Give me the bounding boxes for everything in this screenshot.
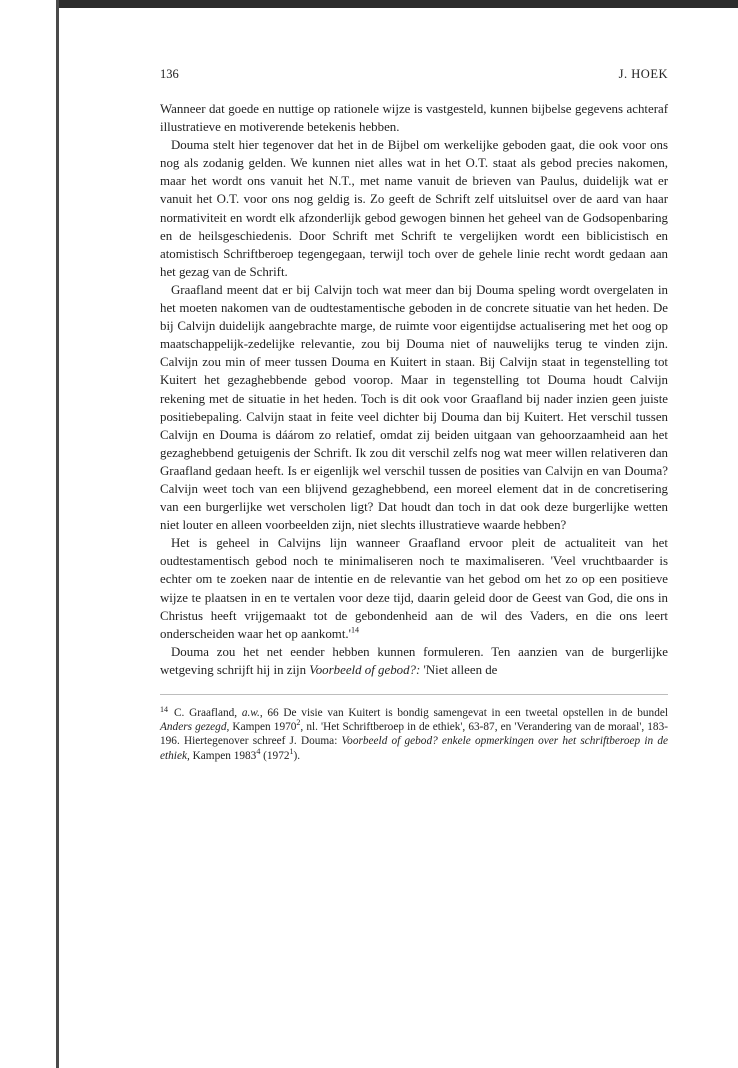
footnote-text: Kampen 1983 — [189, 749, 257, 762]
running-title: J. HOEK — [618, 67, 668, 81]
footnote-edition: 2 — [296, 718, 301, 728]
paragraph-5-text-after: 'Niet alleen de — [420, 662, 498, 677]
paragraph-4-text: Het is geheel in Calvijns lijn wanneer Graafland ervoor pleit de actualiteit van het oudtestamentisch gebod noch te minimaliseren noch te maximaliseren. 'Veel vruchtbaarder is echter om te zoeken naar de intentie en de relevantie van het gebod om het zo op een positieve wijze te plaatsen in en te vertalen voor deze tijd, daarin geleid door de Geest van God, die ons in Christus heeft vrijgemaakt tot de gebondenheid aan de wil des Vaders, en die ons leert onderscheiden waar het op aankomt.' — [160, 536, 668, 641]
paragraph-5 — [160, 643, 668, 679]
footnote-edition: 4 — [256, 746, 261, 756]
paragraph-4 — [160, 534, 668, 643]
paragraph-2: Douma stelt hier tegenover dat het in de Bijbel om werkelijke geboden gaat, die ook voor ons nog als zodanig gelden. We kunnen niet alles wat in het O.T. staat als gebod precies nakomen, maar het wordt ons vanuit het N.T., met name vanuit de brieven van Paulus, duidelijk wat er vanuit het O.T. voor ons nog geldig is. Zo geeft de Schrift zelf uitsluitsel over de aard van haar normativiteit en wordt elk afzonderlijk gebod gewogen binnen het geheel van de Godsopenbaring en de heilsgeschiedenis. Door Schrift met Schrift te vergelijken wordt een biblicistisch en atomistisch Schriftberoep tegengegaan, terwijl toch over de gehele linie recht wordt gedaan aan het gezag van de Schrift. — [160, 138, 668, 279]
footnote-italic: a.w. — [241, 707, 260, 719]
body-text — [160, 100, 668, 679]
footnote-14 — [160, 703, 668, 763]
footnote-reference[interactable]: 14 — [350, 625, 359, 635]
paragraph-5-text-before: Douma zou het net eender hebben kunnen formuleren. Ten aanzien van de burgerlijke wetgeving schrijft hij in zijn — [160, 644, 668, 677]
scan-border-left — [56, 0, 59, 1068]
book-title: Voorbeeld of gebod?: — [309, 662, 421, 677]
page-number: 136 — [160, 67, 179, 81]
footnote-edition: 1 — [289, 746, 294, 756]
footnote-number: 14 — [160, 705, 168, 714]
scan-border-top — [56, 0, 738, 8]
footnote-italic: Anders gezegd, — [160, 721, 230, 734]
footnote-body — [160, 707, 668, 762]
footnote-text: ). — [293, 749, 301, 762]
footnote-text: , 66 De visie van Kuitert is bondig samengevat in een tweetal opstellen in de bundel — [259, 707, 668, 719]
footnote-text: Kampen 1970 — [229, 721, 297, 734]
footnote-text: C. Graafland, — [174, 707, 242, 719]
paragraph-3: Graafland meent dat er bij Calvijn toch wat meer dan bij Douma speling wordt overgelaten in het moeten nakomen van de oudtestamentische geboden in de concrete situatie van het heden. De bij Calvijn duidelijk aangebrachte marge, de ruimte voor eigentijdse actualisering met het oog op maatschappelijk-zedelijke relevantie, zou bij Douma niet of nauwelijks terug te vinden zijn. Calvijn zou min of meer tussen Douma en Kuitert in staan. Bij Calvijn staat in tegenstelling tot Kuitert het gezaghebbende gebod voorop. Maar in tegenstelling tot Douma houdt Calvijn rekening met de situatie in het heden. Toch is dit ook voor Graafland bij nader inzien geen juiste positiebepaling. Calvijn staat in feite veel dichter bij Douma dan bij Kuitert. Het verschil tussen Calvijn en Douma is dáárom zo relatief, omdat zij beiden uitgaan van gehoorzaamheid aan het gezaghebbend getuigenis der Schrift. Ik zou dit verschil zelfs nog wat meer willen relativeren dan Graafland gedaan heeft. Is er eigenlijk wel verschil tussen de posities van Calvijn en van Douma? Calvijn weet toch van een blijvend gezaghebbend, een moreel element dat in de concretisering van een burgerlijke wet verscholen ligt? Dat houdt dan toch in dat ook deze burgerlijke wetten niet louter en alleen voorbeelden zijn, niet slechts illustratieve waarde hebben? — [160, 282, 668, 533]
footnote-text: , nl. 'Het Schriftberoep in de ethiek', 63-87, en 'Verandering van de moraal', 183-196. Hiertegenover schreef J. Douma: — [160, 721, 668, 748]
book-page — [160, 66, 668, 763]
footnote-text: (1972 — [260, 749, 290, 762]
footnote-italic: Voorbeeld of gebod? enkele opmerkingen over het schriftberoep in de ethiek, — [160, 735, 668, 762]
paragraph-1: Wanneer dat goede en nuttige op rationele wijze is vastgesteld, kunnen bijbelse gegevens achteraf illustratieve en motiverende betekenis hebben. — [160, 102, 668, 135]
footnote-divider — [160, 694, 668, 695]
running-head — [160, 66, 668, 82]
